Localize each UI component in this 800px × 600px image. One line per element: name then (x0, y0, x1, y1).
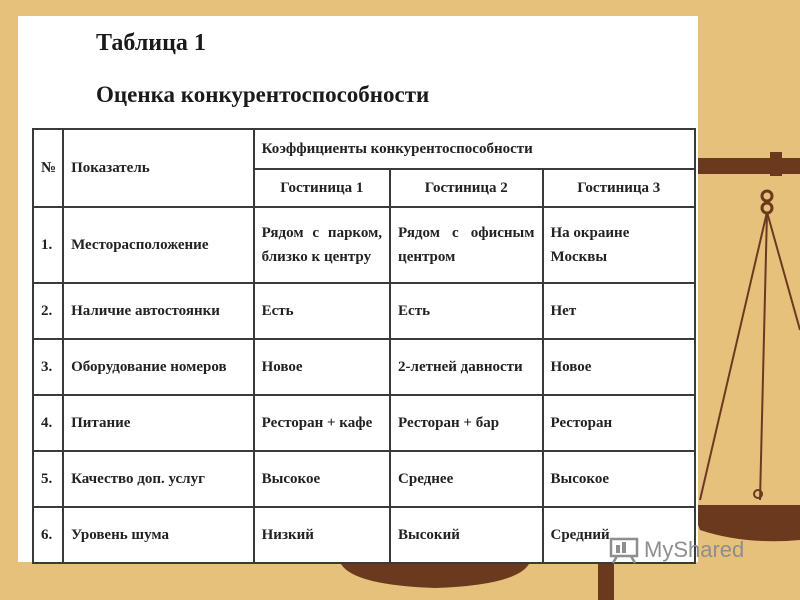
row-indicator: Месторасположение (63, 207, 254, 283)
row-value-hotel-3: Средний (543, 507, 696, 563)
table-row (33, 207, 695, 283)
myshared-watermark (608, 536, 744, 564)
competitiveness-table (32, 128, 696, 564)
row-value-hotel-2: Высокий (390, 507, 542, 563)
row-indicator: Наличие автостоянки (63, 283, 254, 339)
presentation-icon (608, 536, 642, 564)
row-value-hotel-3: Ресторан (543, 395, 696, 451)
row-value-hotel-1: Высокое (254, 451, 390, 507)
header-num: № (33, 129, 63, 207)
row-indicator: Уровень шума (63, 507, 254, 563)
row-indicator: Оборудование номеров (63, 339, 254, 395)
row-indicator: Питание (63, 395, 254, 451)
row-value-hotel-2: Есть (390, 283, 542, 339)
slide-title: Таблица 1 (96, 30, 206, 56)
row-value-hotel-1: Есть (254, 283, 390, 339)
row-value-hotel-3: На окраине Москвы (543, 207, 696, 283)
row-value-hotel-2: Рядом с офисным центром (390, 207, 542, 283)
row-value-hotel-1: Ресторан + кафе (254, 395, 390, 451)
row-num: 5. (33, 451, 63, 507)
scales-hook (762, 191, 772, 201)
header-hotel-3: Гостиница 3 (543, 169, 696, 207)
table-row (33, 451, 695, 507)
row-value-hotel-2: Среднее (390, 451, 542, 507)
row-num: 6. (33, 507, 63, 563)
scales-beam (690, 158, 800, 174)
row-value-hotel-2: 2-летней давности (390, 339, 542, 395)
header-indicator: Показатель (63, 129, 254, 207)
scales-post (598, 560, 614, 600)
table-row (33, 283, 695, 339)
scales-left-pan (340, 562, 530, 588)
row-indicator: Качество доп. услуг (63, 451, 254, 507)
row-num: 4. (33, 395, 63, 451)
row-value-hotel-2: Ресторан + бар (390, 395, 542, 451)
table-header-row (33, 129, 695, 169)
row-num: 1. (33, 207, 63, 283)
row-num: 3. (33, 339, 63, 395)
table-row (33, 507, 695, 563)
row-value-hotel-1: Новое (254, 339, 390, 395)
table-row (33, 395, 695, 451)
slide-subtitle: Оценка конкурентоспособности (96, 82, 430, 107)
row-num: 2. (33, 283, 63, 339)
row-value-hotel-3: Нет (543, 283, 696, 339)
header-hotel-2: Гостиница 2 (390, 169, 542, 207)
watermark-text: MyShared (644, 537, 745, 562)
slide-card (18, 16, 698, 562)
row-value-hotel-3: Новое (543, 339, 696, 395)
row-value-hotel-1: Рядом с парком, близко к центру (254, 207, 390, 283)
table-row (33, 339, 695, 395)
header-hotel-1: Гостиница 1 (254, 169, 390, 207)
row-value-hotel-3: Высокое (543, 451, 696, 507)
scales-beam-tip (770, 152, 782, 176)
header-coefficients: Коэффициенты конкурентоспособности (254, 129, 695, 169)
row-value-hotel-1: Низкий (254, 507, 390, 563)
